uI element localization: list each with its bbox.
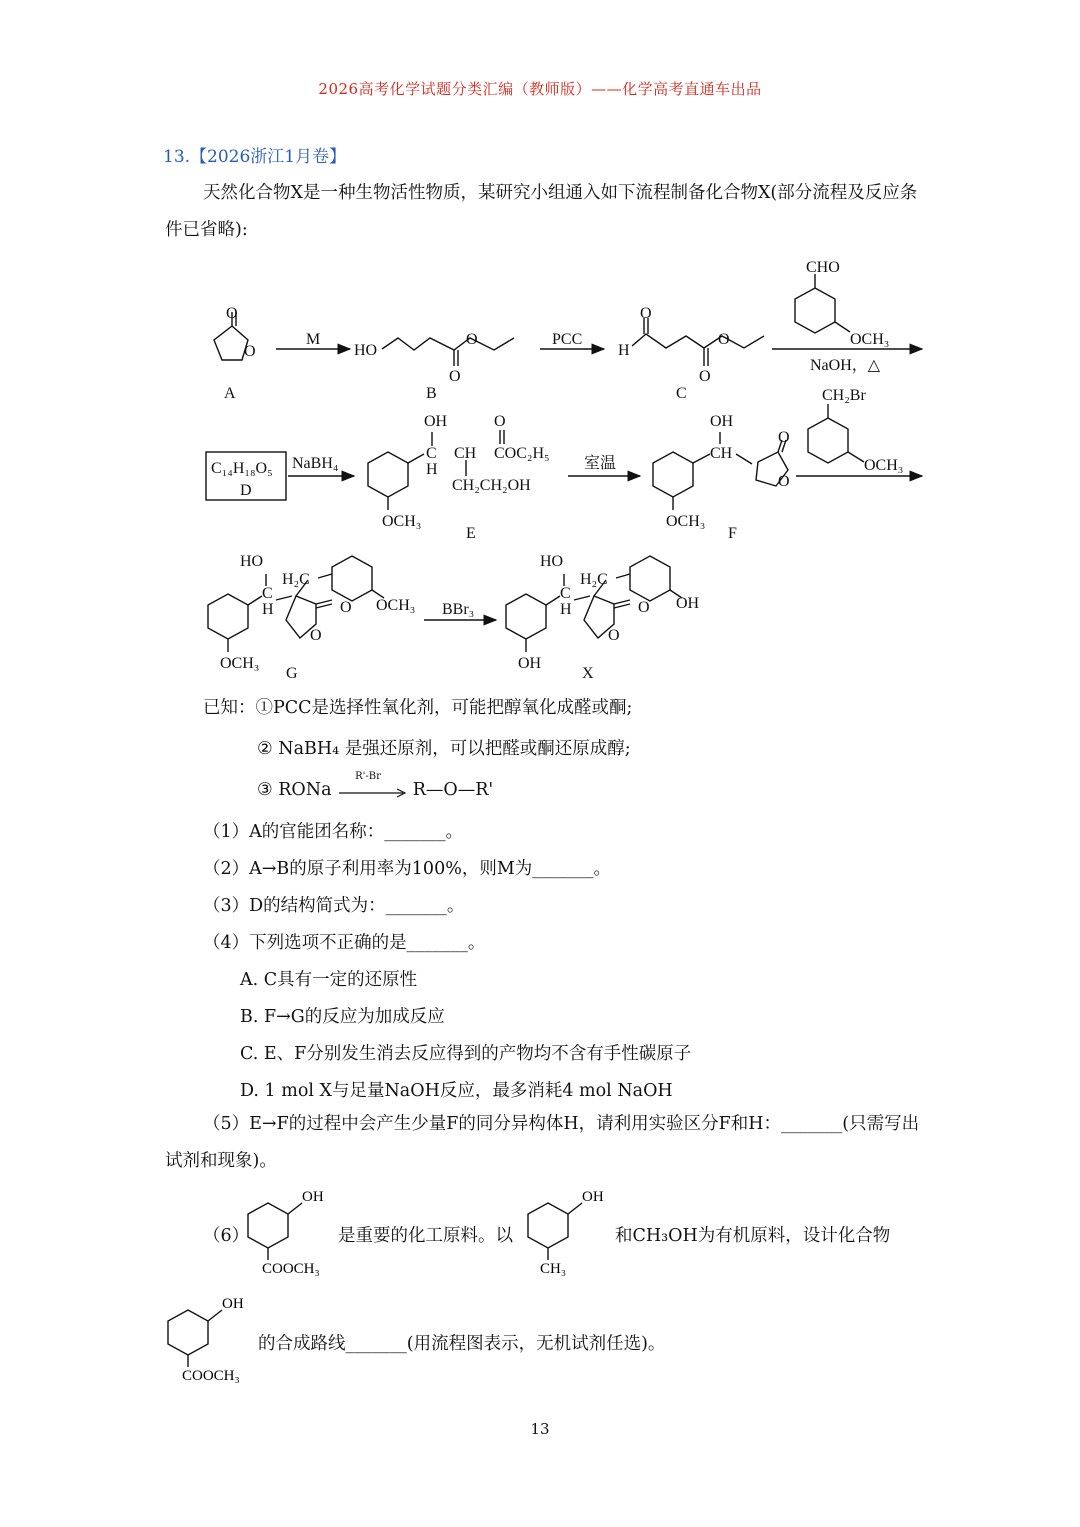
bromide-och3: OCH₃	[864, 457, 904, 474]
x-ring-o: O	[608, 627, 620, 644]
question-4: （4）下列选项不正确的是_______。	[203, 933, 486, 953]
c-ester-o: O	[718, 331, 730, 348]
b-ester-o: O	[466, 331, 478, 348]
x-c: C	[560, 585, 571, 602]
svg-text:OH: OH	[582, 1189, 604, 1205]
bromide-ch2br: CH₂Br	[822, 387, 866, 404]
option-b: B. F→G的反应为加成反应	[240, 1007, 445, 1027]
question-2: （2）A→B的原子利用率为100%，则M为_______。	[203, 859, 611, 879]
f-carbonyl-o: O	[778, 429, 790, 446]
g-carbonyl-o: O	[340, 599, 352, 616]
x-h2c: H₂C	[580, 571, 608, 588]
known-lead: 已知：	[203, 698, 256, 718]
label-a: A	[224, 385, 236, 402]
e-oh: OH	[424, 413, 448, 430]
question-6-text-1: 是重要的化工原料。以	[338, 1226, 513, 1246]
e-ch: CH	[454, 445, 477, 462]
x-h: H	[560, 601, 572, 618]
m-cresol-structure	[520, 1185, 615, 1280]
e-carbonyl-o: O	[494, 413, 506, 430]
page-number: 13	[530, 1420, 550, 1438]
question-3: （3）D的结构简式为：_______。	[203, 896, 465, 916]
label-b: B	[426, 385, 437, 402]
question-6-number: （6）	[203, 1226, 250, 1246]
x-oh-right: OH	[676, 595, 700, 612]
label-x: X	[582, 665, 594, 682]
f-oh: OH	[710, 413, 734, 430]
svg-text:COOCH₃: COOCH₃	[182, 1368, 240, 1384]
option-c: C. E、F分别发生消去反应得到的产物均不含有手性碳原子	[240, 1044, 692, 1064]
x-oh-bottom: OH	[518, 655, 542, 672]
target-structure	[160, 1292, 260, 1387]
c-aldehyde-o: O	[640, 305, 652, 322]
question-6-text-3: 的合成路线_______(用流程图表示，无机试剂任选)。	[258, 1334, 666, 1354]
e-c: C	[426, 445, 437, 462]
r-br-arrow: R'-Br	[337, 781, 407, 801]
f-ring-o: O	[778, 473, 790, 490]
label-c: C	[676, 385, 687, 402]
e-h: H	[426, 461, 438, 478]
known-item-2: ② NaBH₄ 是强还原剂，可以把醛或酮还原成醇;	[257, 739, 631, 759]
question-title: 13.【2026浙江1月卷】	[163, 147, 347, 167]
g-h: H	[262, 601, 274, 618]
question-5: （5）E→F的过程中会产生少量F的同分异构体H，请利用实验区分F和H：_______(只需写出试剂和现象)。	[165, 1114, 920, 1171]
question-6-text-2: 和CH₃OH为有机原料，设计化合物	[615, 1226, 891, 1246]
aldehyde-och3: OCH₃	[850, 331, 890, 348]
option-a: A. C具有一定的还原性	[240, 970, 418, 990]
e-cooc2h5: COC₂H₅	[494, 445, 550, 462]
option-d: D. 1 mol X与足量NaOH反应，最多消耗4 mol NaOH	[240, 1081, 673, 1101]
question-intro: 天然化合物X是一种生物活性物质，某研究小组通入如下流程制备化合物X(部分流程及反应条件已省略):	[165, 183, 918, 240]
g-c: C	[262, 585, 273, 602]
a-ring-o: O	[244, 343, 256, 360]
e-och3: OCH₃	[382, 513, 422, 530]
reagent-naoh: NaOH，△	[810, 357, 881, 374]
svg-text:COOCH₃: COOCH₃	[262, 1261, 320, 1277]
methyl-hydroxybenzoate-structure	[240, 1185, 340, 1280]
e-ch2ch2oh: CH₂CH₂OH	[452, 477, 531, 494]
known-item-3: ③ RONa R'-Br R—O—R'	[257, 770, 494, 800]
a-carbonyl-o: O	[226, 305, 238, 322]
label-d: D	[240, 482, 252, 499]
reaction-scheme	[0, 250, 1080, 690]
label-e: E	[466, 525, 476, 542]
d-formula: C₁₄H₁₈O₅	[211, 460, 273, 477]
page-header: 2026高考化学试题分类汇编（教师版）——化学高考直通车出品	[318, 80, 762, 98]
g-ring-o: O	[310, 627, 322, 644]
svg-text:OH: OH	[302, 1189, 324, 1205]
reagent-pcc: PCC	[552, 331, 583, 348]
reagent-room-temp: 室温	[584, 455, 617, 472]
g-ho: HO	[240, 553, 264, 570]
c-carbonyl-o: O	[699, 368, 711, 385]
label-g: G	[286, 665, 298, 682]
reagent-bbr3: BBr₃	[442, 601, 475, 618]
known-item-1: 已知：①PCC是选择性氧化剂，可能把醇氧化成醛或酮;	[203, 698, 633, 718]
b-ho: HO	[354, 342, 378, 359]
g-och3-left: OCH₃	[220, 655, 260, 672]
question-1: （1）A的官能团名称：_______。	[203, 822, 464, 842]
svg-text:OH: OH	[222, 1296, 244, 1312]
f-och3: OCH₃	[666, 513, 706, 530]
g-och3-right: OCH₃	[376, 597, 416, 614]
x-ho: HO	[540, 553, 564, 570]
x-carbonyl-o: O	[638, 599, 650, 616]
g-h2c: H₂C	[282, 571, 310, 588]
aldehyde-cho: CHO	[806, 259, 840, 276]
svg-text:CH₃: CH₃	[540, 1261, 567, 1277]
b-carbonyl-o: O	[449, 368, 461, 385]
reagent-nabh4: NaBH₄	[292, 455, 339, 472]
label-f: F	[728, 525, 737, 542]
f-ch: CH	[710, 445, 733, 462]
c-h: H	[618, 342, 630, 359]
reagent-m: M	[306, 331, 321, 348]
